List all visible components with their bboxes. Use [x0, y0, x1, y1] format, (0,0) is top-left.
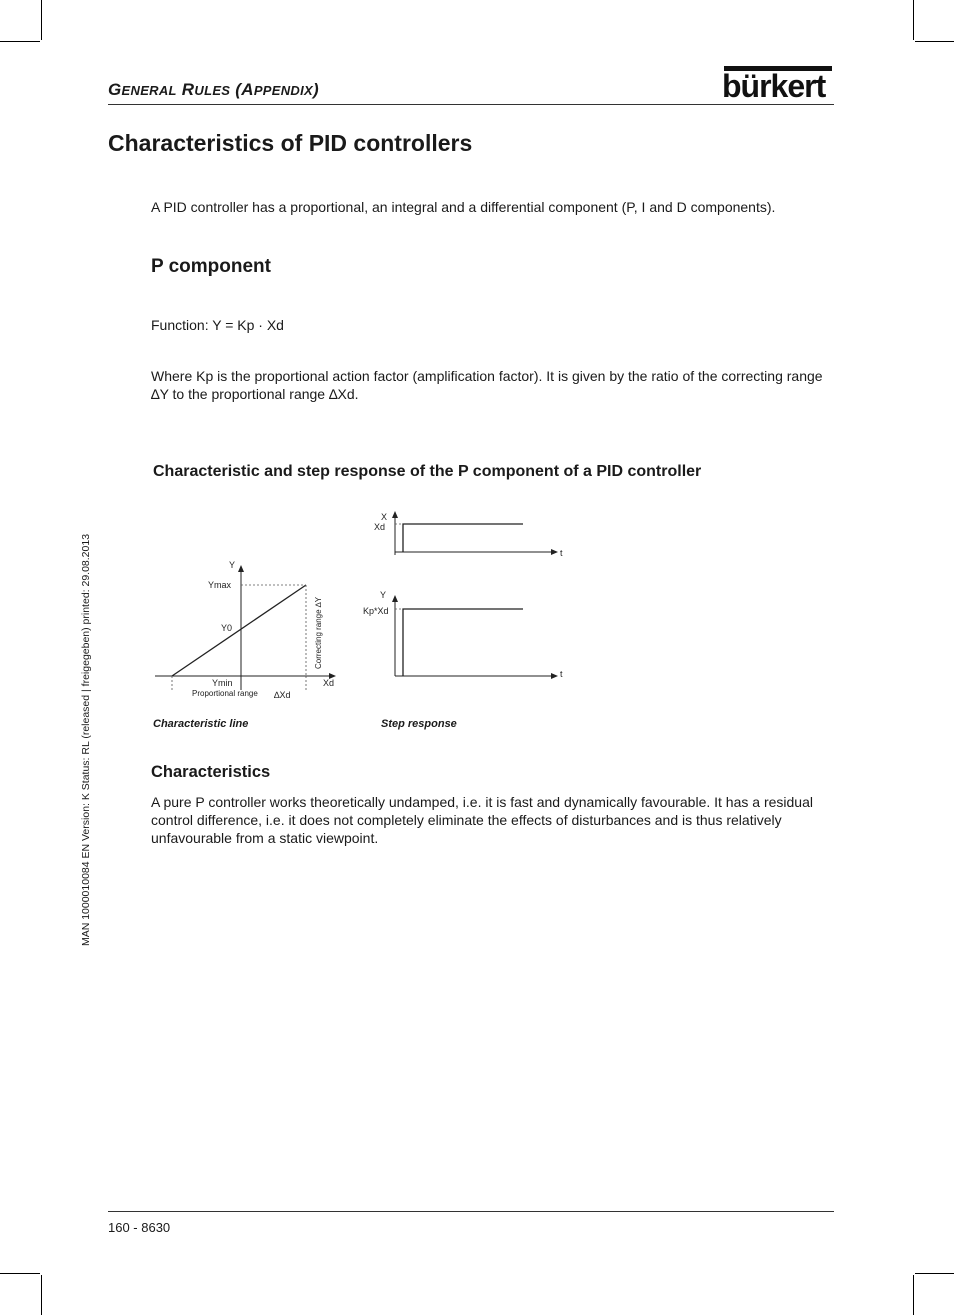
label-proportional-range: Proportional range: [192, 689, 258, 698]
page-number: 160 - 8630: [108, 1220, 171, 1235]
crop-mark: [41, 1275, 42, 1315]
label-xd: Xd: [323, 678, 335, 688]
function-formula: Y = Kp · Xd: [212, 317, 284, 333]
label-ymax: Ymax: [208, 580, 232, 590]
label-bottom-t: t: [560, 669, 563, 679]
intro-paragraph: A PID controller has a proportional, an integral and a differential component (P, I and D components).: [151, 199, 776, 215]
label-delta-xd: ∆Xd: [274, 690, 291, 700]
label-bottom-y: Y: [380, 590, 387, 600]
header-part: ): [313, 80, 319, 99]
characteristics-heading: Characteristics: [151, 763, 271, 781]
document-status-note: MAN 1000010084 EN Version: K Status: RL (released | freigegeben) printed: 29.08.2013: [80, 533, 92, 947]
step-response-bottom: [363, 590, 563, 679]
label-top-x: X: [381, 512, 388, 522]
header-part: G: [108, 80, 122, 99]
label-y: Y: [229, 560, 236, 570]
label-top-t: t: [560, 548, 563, 558]
bottom-step-signal: [403, 609, 523, 676]
header-part: R: [176, 80, 195, 99]
crop-mark: [915, 1273, 954, 1274]
kp-description: Where Kp is the proportional action factor (amplification factor). It is given by the ratio of the correcting range ∆Y to the proportional range ∆Xd.: [151, 368, 823, 402]
caption-characteristic-line: Characteristic line: [153, 718, 249, 730]
header-part: PPENDIX: [253, 83, 313, 98]
label-y0: Y0: [221, 623, 233, 633]
header-part: (A: [230, 80, 254, 99]
page-title: Characteristics of PID controllers: [108, 130, 473, 156]
characteristic-line-diagram: [155, 560, 335, 700]
function-label: Function:: [151, 317, 209, 333]
crop-mark: [913, 1275, 914, 1315]
burkert-logo: bürkert: [722, 68, 826, 104]
p-component-heading: P component: [151, 256, 271, 277]
figure-title: Characteristic and step response of the P component of a PID controller: [153, 463, 702, 480]
label-correcting-range: Correcting range ∆Y: [314, 596, 323, 669]
footer-rule: [108, 1211, 834, 1212]
top-step-signal: [403, 524, 523, 552]
header-part: ENERAL: [121, 83, 177, 98]
label-bottom-kpxd: Kp*Xd: [363, 606, 389, 616]
crop-mark: [0, 1273, 40, 1274]
caption-step-response: Step response: [381, 718, 457, 730]
header-part: ULES: [194, 83, 231, 98]
characteristics-text: A pure P controller works theoretically undamped, i.e. it is fast and dynamically favourable. It has a residual control difference, i.e. it does not completely eliminate the effects of disturbances and is thus relatively unfavourable from a static viewpoint.: [151, 794, 813, 846]
label-ymin: Ymin: [212, 678, 233, 688]
step-response-top: [374, 512, 563, 558]
characteristic-line: [172, 585, 306, 676]
label-top-xd: Xd: [374, 522, 386, 532]
